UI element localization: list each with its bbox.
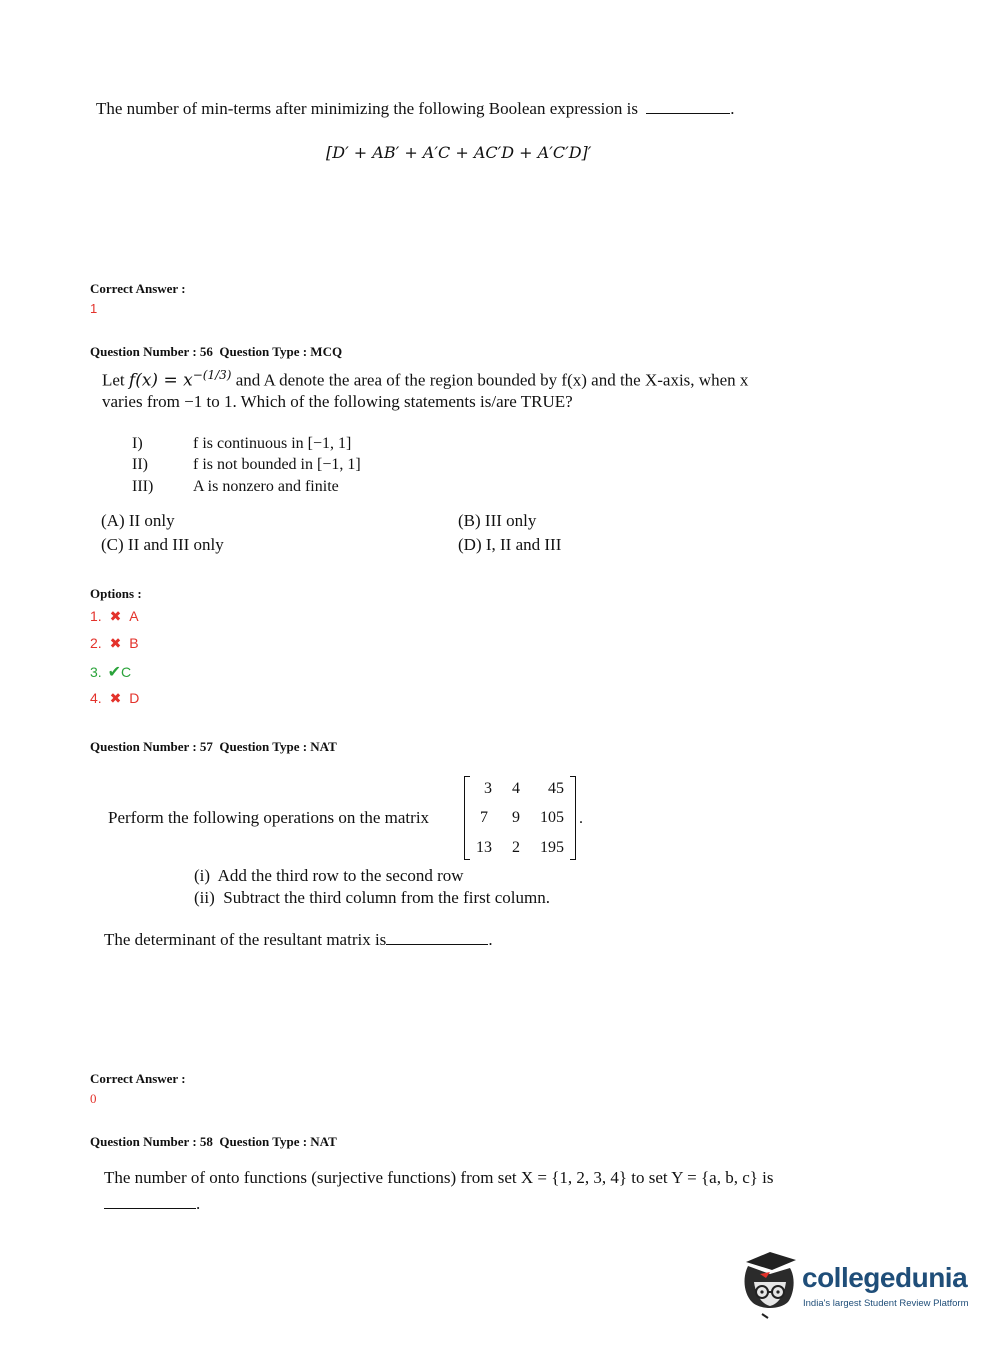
- question-text-body: The determinant of the resultant matrix is: [104, 930, 387, 949]
- statement-number: I): [132, 435, 143, 452]
- correct-answer-value: 1: [90, 301, 98, 316]
- question-text: The number of onto functions (surjective functions) from set X = {1, 2, 3, 4} to set Y = {a, b, c} is: [104, 1168, 774, 1187]
- matrix-cell: 3: [484, 780, 492, 797]
- options-label: Options :: [90, 586, 142, 601]
- statement-text: A is nonzero and finite: [193, 478, 339, 495]
- question-header: Question Number : 57 Question Type : NAT: [90, 739, 337, 754]
- check-icon: ✔: [107, 664, 121, 681]
- question-text: The number of min-terms after minimizing the following Boolean expression is .: [96, 99, 735, 118]
- choice-a: (A) II only: [101, 511, 175, 530]
- option-row: [90, 635, 139, 652]
- correct-answer-label: Correct Answer :: [90, 281, 186, 296]
- function-definition: f(x) = x: [128, 370, 193, 391]
- question-text-part: Let: [102, 370, 129, 390]
- question-text: [102, 368, 748, 391]
- option-number: 3.: [90, 664, 102, 680]
- statement-number: III): [132, 478, 154, 495]
- option-number: 4.: [90, 690, 102, 706]
- matrix: [464, 776, 576, 862]
- answer-blank: [386, 944, 488, 945]
- option-row: [90, 690, 139, 707]
- choice-c: (C) II and III only: [101, 535, 224, 554]
- option-row: [90, 608, 139, 625]
- period: .: [579, 810, 583, 827]
- matrix-cell: 7: [480, 809, 488, 826]
- matrix-cell: 105: [540, 809, 564, 826]
- exponent: −(1/3): [192, 368, 232, 382]
- option-number: 2.: [90, 635, 102, 651]
- cross-icon: ✖: [109, 608, 122, 624]
- matrix-cell: 4: [512, 780, 520, 797]
- boolean-expression: [D′ + AB′ + A′C + AC′D + A′C′D]′: [326, 143, 592, 162]
- correct-answer-value: 0: [90, 1091, 97, 1106]
- question-text-part: and A denote the area of the region bounded by f(x) and the X-axis, when x: [231, 370, 749, 390]
- question-header: Question Number : 56 Question Type : MCQ: [90, 344, 343, 359]
- matrix-cell: 9: [512, 809, 520, 826]
- option-number: 1.: [90, 608, 102, 624]
- answer-blank-line: .: [104, 1194, 200, 1214]
- mascot-icon: [740, 1248, 802, 1320]
- choice-b: (B) III only: [458, 511, 537, 530]
- answer-blank: [646, 113, 730, 114]
- option-letter: A: [129, 608, 139, 624]
- matrix-right-bracket: [570, 776, 576, 860]
- brand-logo: [740, 1248, 980, 1320]
- question-header: Question Number : 58 Question Type : NAT: [90, 1134, 337, 1149]
- statement-text: f is continuous in [−1, 1]: [193, 435, 352, 452]
- matrix-cell: 45: [548, 780, 564, 797]
- statement-text: f is not bounded in [−1, 1]: [193, 456, 361, 473]
- brand-name: collegedunia: [802, 1262, 968, 1293]
- question-text: The determinant of the resultant matrix is .: [104, 930, 493, 949]
- matrix-cell: 195: [540, 839, 564, 856]
- cross-icon: ✖: [109, 635, 122, 651]
- question-intro: Perform the following operations on the matrix: [108, 808, 430, 827]
- brand-tagline: India's largest Student Review Platform: [803, 1298, 969, 1309]
- operation-step: (ii) Subtract the third column from the first column.: [194, 888, 550, 907]
- question-text-body: The number of min-terms after minimizing the following Boolean expression is: [96, 99, 638, 118]
- option-row: [90, 662, 131, 682]
- option-letter: B: [129, 635, 139, 651]
- option-letter: D: [129, 690, 140, 706]
- matrix-cell: 2: [512, 839, 520, 856]
- matrix-cell: 13: [476, 839, 492, 856]
- correct-answer-label: Correct Answer :: [90, 1071, 186, 1086]
- choice-d: (D) I, II and III: [458, 535, 562, 554]
- statement-number: II): [132, 456, 148, 473]
- cross-icon: ✖: [109, 690, 122, 706]
- option-letter: C: [120, 664, 132, 680]
- operation-step: (i) Add the third row to the second row: [194, 866, 464, 885]
- answer-blank: [104, 1208, 196, 1209]
- question-text-line2: varies from −1 to 1. Which of the following statements is/are TRUE?: [102, 392, 573, 411]
